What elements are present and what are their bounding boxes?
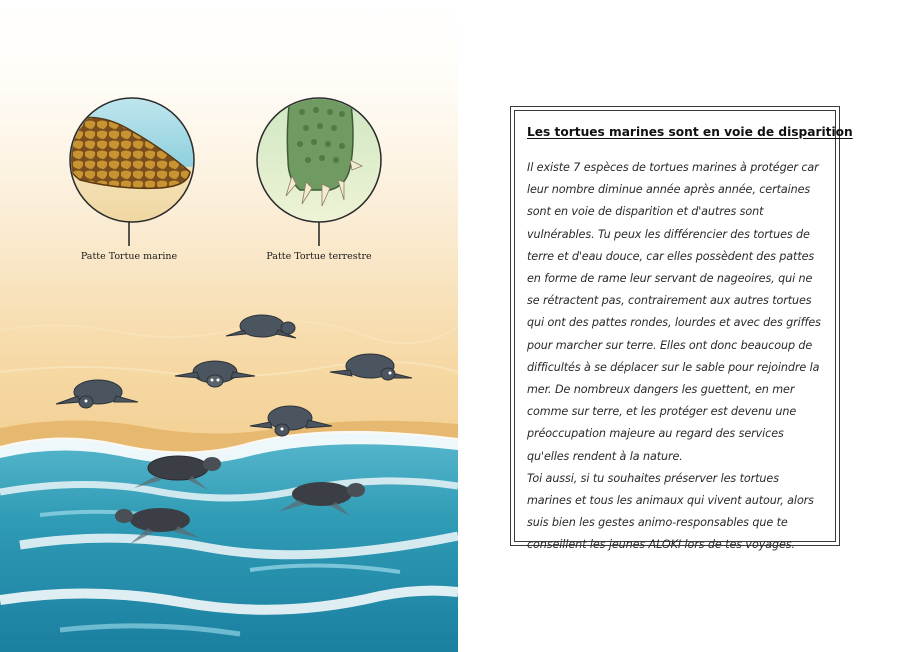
info-paragraph-1: Il existe 7 espèces de tortues marines à protéger car leur nombre diminue année après année, certaines sont en voie de disparition et d'autres sont vulnérables. Tu peux les différencier des tortues de terre et d'eau douce, car elles possèdent des pattes en forme de rame leur servant de nageoires, qui ne se rétractent pas, contrairement aux autres tortues qui ont des pattes rondes, lourdes et avec des griffes pour marcher sur terre. Elles ont donc beaucoup de difficultés à se déplacer sur le sable pour rejoindre la mer. De nombreux dangers les guettent, en mer comme sur terre, et les protéger est devenu une préoccupation majeure au regard des services qu'elles rendent à la nature. xyxy=(527,161,821,463)
info-box-title: Les tortues marines sont en voie de disparition xyxy=(527,125,853,139)
info-box-inner xyxy=(514,110,853,552)
info-box xyxy=(510,106,853,552)
info-paragraph-2: Toi aussi, si tu souhaites préserver les tortues marines et tous les animaux qui vivent autour, alors suis bien les gestes animo-responsables que te conseillent les jeunes ALOKI lors de tes voyages. xyxy=(527,471,814,552)
terrestrial-leg-inset xyxy=(257,96,381,222)
marine-flipper-label: Patte Tortue marine xyxy=(80,251,178,262)
info-box-body xyxy=(527,157,823,557)
terrestrial-leg-label: Patte Tortue terrestre xyxy=(266,251,372,262)
